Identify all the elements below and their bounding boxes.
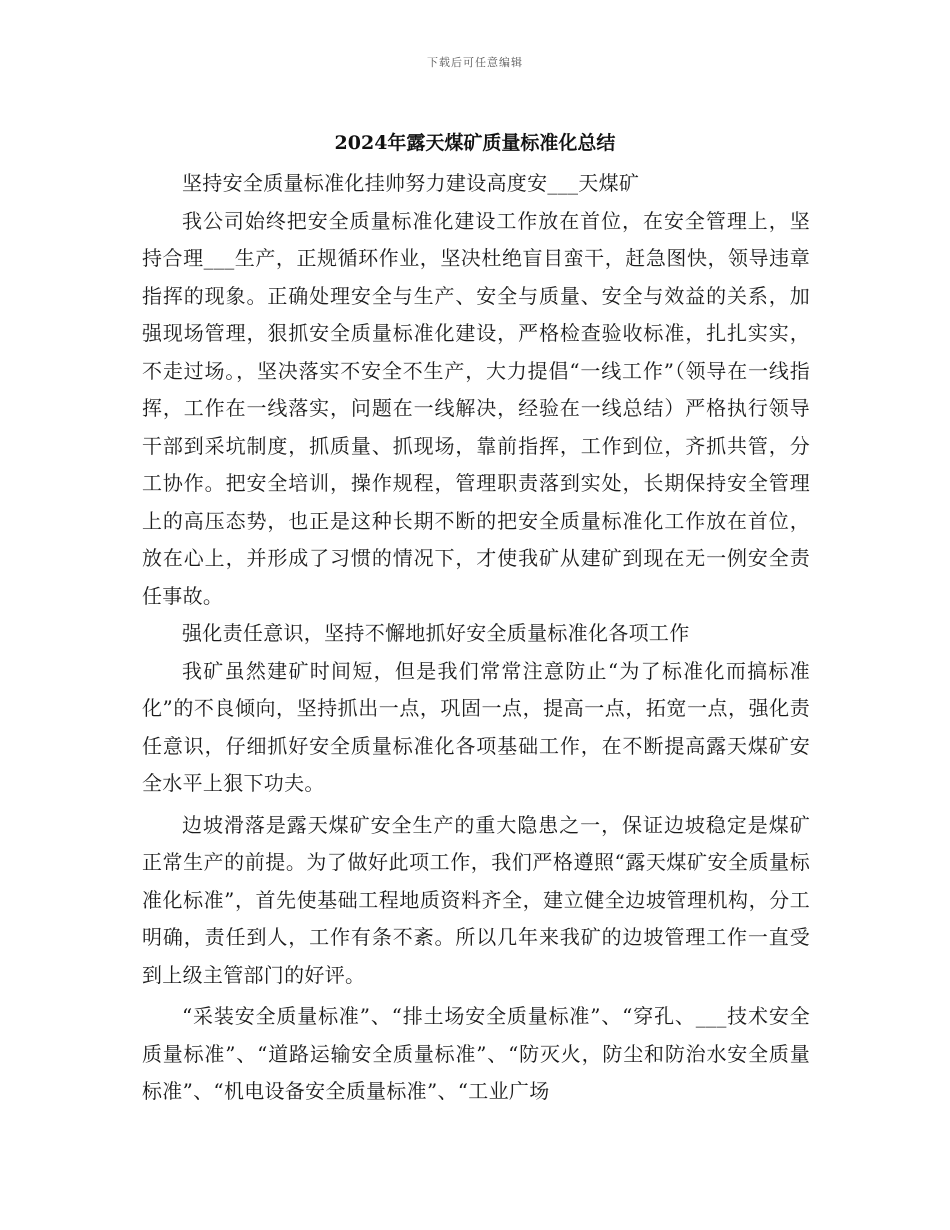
document-body xyxy=(142,165,810,1111)
paragraph-2: 我矿虽然建矿时间短，但是我们常常注意防止“为了标准化而搞标准化”的不良倾向，坚持抓出一点，巩固一点，提高一点，拓宽一点，强化责任意识，仔细抓好安全质量标准化各项基础工作，在不断提高露天煤矿安全水平上狠下功夫。 xyxy=(142,658,810,795)
header-note: 下载后可任意编辑 xyxy=(427,56,523,69)
paragraph-subheading-2: 强化责任意识，坚持不懈地抓好安全质量标准化各项工作 xyxy=(182,621,690,645)
paragraph-1: 我公司始终把安全质量标准化建设工作放在首位，在安全管理上，坚持合理___生产，正规循环作业，坚决杜绝盲目蛮干，赶急图快，领导违章指挥的现象。正确处理安全与生产、安全与质量、安全与效益的关系，加强现场管理，狠抓安全质量标准化建设，严格检查验收标准，扎扎实实，不走过场。，坚决落实不安全不生产，大力提倡“一线工作”（领导在一线指挥，工作在一线落实，问题在一线解决，经验在一线总结）严格执行领导干部到采坑制度，抓质量、抓现场，靠前指挥，工作到位，齐抓共管，分工协作。把安全培训，操作规程，管理职责落到实处，长期保持安全管理上的高压态势，也正是这种长期不断的把安全质量标准化工作放在首位，放在心上，并形成了习惯的情况下，才使我矿从建矿到现在无一例安全责任事故。 xyxy=(142,208,810,608)
paragraph-3: 边坡滑落是露天煤矿安全生产的重大隐患之一，保证边坡稳定是煤矿正常生产的前提。为了做好此项工作，我们严格遵照“露天煤矿安全质量标准化标准”，首先使基础工程地质资料齐全，建立健全边坡管理机构，分工明确，责任到人，工作有条不紊。所以几年来我矿的边坡管理工作一直受到上级主管部门的好评。 xyxy=(142,812,810,987)
paragraph-subheading-1: 坚持安全质量标准化挂帅努力建设高度安___天煤矿 xyxy=(182,171,640,195)
document-title: 2024年露天煤矿质量标准化总结 xyxy=(334,132,616,154)
paragraph-4: “采装安全质量标准”、“排土场安全质量标准”、“穿孔、___技术安全质量标准”、“道路运输安全质量标准”、“防灭火，防尘和防治水安全质量标准”、“机电设备安全质量标准”、“工业广场 xyxy=(142,1004,810,1103)
